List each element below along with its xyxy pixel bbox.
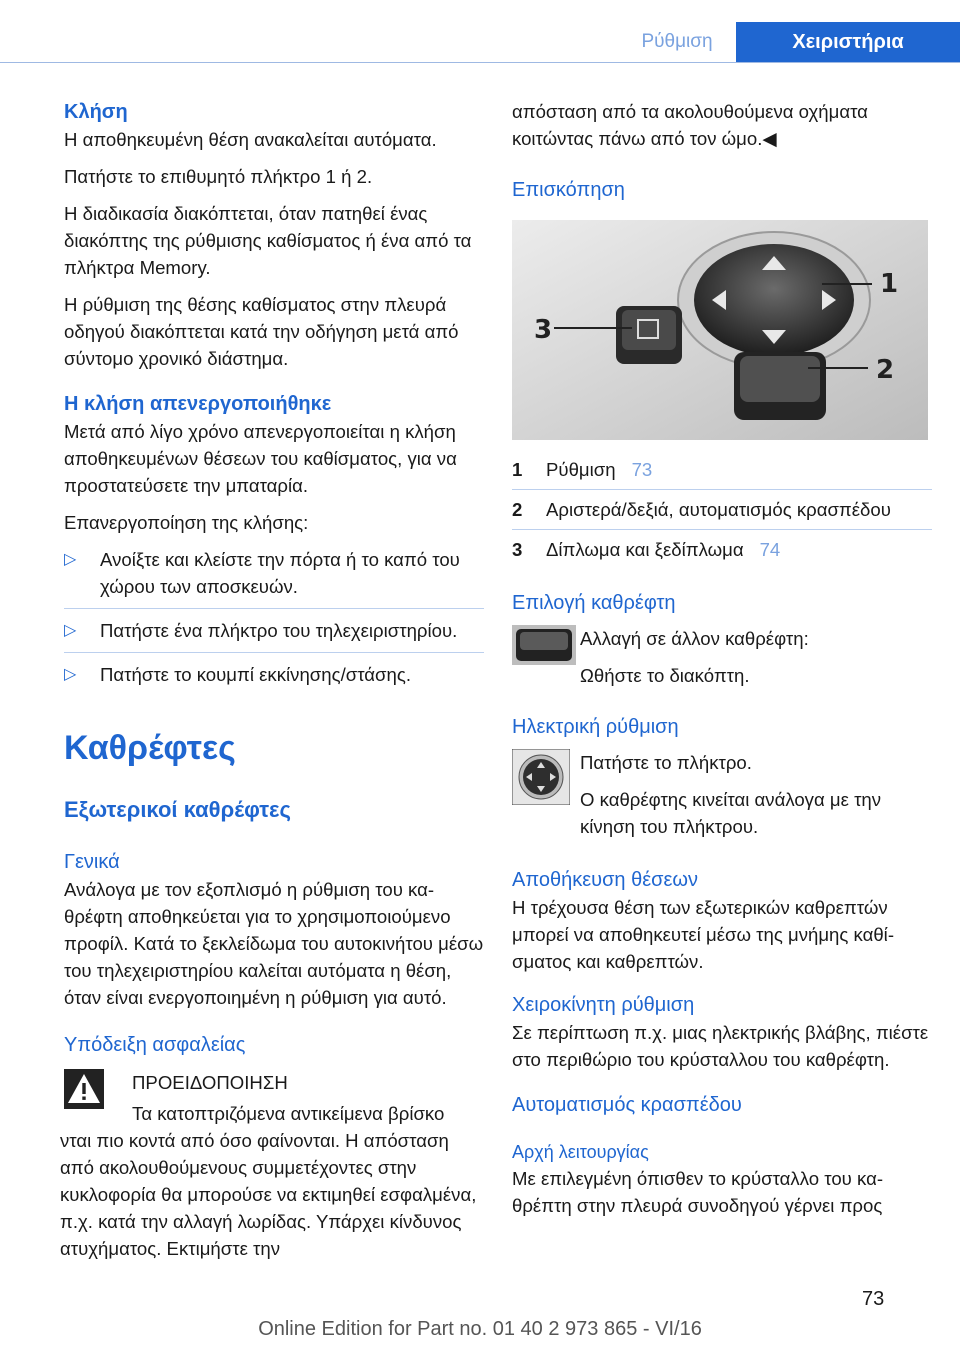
section-title-manual-adjust: Χειροκίνητη ρύθμιση xyxy=(512,994,695,1016)
list-item: ▷ Ανοίξτε και κλείστε την πόρτα ή το καπό του χώρου των αποσκευών. xyxy=(64,546,484,600)
header-tab-controls[interactable]: Χειριστήρια xyxy=(736,22,960,62)
list-item: ▷ Πατήστε ένα πλήκτρο του τηλεχειριστηρίου. xyxy=(64,617,484,644)
paragraph: Πατήστε το πλήκτρο. xyxy=(580,752,752,773)
paragraph: Ωθήστε το διακόπτη. xyxy=(580,665,750,686)
triangle-bullet-icon: ▷ xyxy=(64,622,77,639)
paragraph: Ανάλογα με τον εξοπλισμό η ρύθμιση του καθρέφτη αποθηκεύεται για το χρησιμοποιούμενο προφίλ. Κατά το ξεκλείδωμα του αυτοκινήτου μέσω του τηλεχειριστηρίου καλείται αυτόματα η θέση, όταν είναι ενεργοποιημένη η ρύθμιση για αυτό. xyxy=(64,879,484,1008)
section-title-general: Γενικά xyxy=(64,851,120,873)
section-title-curb-assist: Αυτοματισμός κρασπέδου xyxy=(512,1094,742,1116)
left-column xyxy=(60,98,484,1272)
mirror-controls-figure xyxy=(512,220,928,440)
divider xyxy=(64,608,484,609)
divider xyxy=(64,652,484,653)
page-link[interactable]: 74 xyxy=(759,539,781,560)
section-title-safety-note: Υπόδειξη ασφαλείας xyxy=(64,1034,246,1056)
paragraph: Με επιλεγμένη όπισθεν το κρύσταλλο του καθρέπτη στην πλευρά συνοδηγού γέρνει προς xyxy=(512,1168,884,1216)
paragraph: Η τρέχουσα θέση των εξωτερικών καθρεπτών μπορεί να αποθηκευτεί μέσω της μνήμης καθίσματος και καθρεπτών. xyxy=(512,897,895,972)
warning-text: Τα κατοπτριζόμενα αντικείμενα βρίσκο xyxy=(132,1103,445,1124)
list-item: 2 Αριστερά/δεξιά, αυτοματισμός κρασπέδου xyxy=(512,490,932,530)
paragraph: απόσταση από τα ακολουθούμενα οχήματα κοιτώντας πάνω από τον ώμο.◀ xyxy=(512,101,868,149)
select-mirror-block xyxy=(512,625,932,699)
section-title-electric-adjust: Ηλεκτρική ρύθμιση xyxy=(512,716,679,738)
page-number: 73 xyxy=(862,1288,885,1310)
paragraph: Πατήστε το επιθυμητό πλήκτρο 1 ή 2. xyxy=(64,166,373,187)
section-title-save-positions: Αποθήκευση θέσεων xyxy=(512,869,699,891)
electric-adjust-block xyxy=(512,749,932,850)
section-title-recall-deactivated: Η κλήση απενεργοποιήθηκε xyxy=(64,393,332,415)
figure-label-3: 3 xyxy=(534,315,553,345)
section-title-exterior-mirrors: Εξωτερικοί καθρέφτες xyxy=(64,797,291,822)
paragraph: Ο καθρέφτης κινείται ανάλογα με την κίνηση του πλήκτρου. xyxy=(580,789,882,837)
mirror-adjust-knob-icon xyxy=(512,749,576,810)
section-title-overview: Επισκόπηση xyxy=(512,179,625,201)
bullet-list xyxy=(64,546,484,688)
figure-label-2: 2 xyxy=(876,355,895,385)
right-column xyxy=(512,98,932,1229)
triangle-bullet-icon: ▷ xyxy=(64,666,77,683)
figure-label-1: 1 xyxy=(880,269,899,299)
warning-icon xyxy=(64,1069,128,1114)
paragraph: Η διαδικασία διακόπτεται, όταν πατηθεί ένας διακόπτης της ρύθμισης καθίσματος ή ένα από τα πλήκτρα Memory. xyxy=(64,203,472,278)
chapter-title-mirrors: Καθρέφτες xyxy=(64,729,236,767)
page-link[interactable]: 73 xyxy=(631,459,653,480)
paragraph: Η ρύθμιση της θέσης καθίσματος στην πλευρά οδηγού διακόπτεται κατά την οδήγηση μετά από σύντομο χρονικό διάστημα. xyxy=(64,294,459,369)
section-title-principle: Αρχή λειτουργίας xyxy=(512,1142,649,1162)
warning-block xyxy=(64,1069,484,1127)
footer-edition: Online Edition for Part no. 01 40 2 973 865 - VI/16 xyxy=(258,1318,702,1340)
warning-label: ΠΡΟΕΙΔΟΠΟΙΗΣΗ xyxy=(132,1072,288,1093)
mirror-switch-icon xyxy=(512,625,576,670)
paragraph: Η αποθηκευμένη θέση ανακαλείται αυτόματα. xyxy=(64,129,437,150)
section-title-select-mirror: Επιλογή καθρέφτη xyxy=(512,592,676,614)
header-tab-adjustment[interactable]: Ρύθμιση xyxy=(641,31,713,52)
header-rule xyxy=(0,62,960,63)
paragraph: Επανεργοποίηση της κλήσης: xyxy=(64,512,309,533)
triangle-bullet-icon: ▷ xyxy=(64,551,77,568)
list-item: 3 Δίπλωμα και ξεδίπλωμα 74 xyxy=(512,530,932,569)
legend-list xyxy=(512,450,932,569)
list-item: 1 Ρύθμιση 73 xyxy=(512,450,932,490)
paragraph: Μετά από λίγο χρόνο απενεργοποιείται η κλήση αποθηκευμένων θέσεων του καθίσματος, για να προστατεύσετε την μπαταρία. xyxy=(64,421,457,496)
paragraph: Αλλαγή σε άλλον καθρέφτη: xyxy=(580,628,809,649)
section-title-recall: Κλήση xyxy=(64,101,128,123)
list-item: ▷ Πατήστε το κουμπί εκκίνησης/στάσης. xyxy=(64,661,484,688)
warning-text-continued: νται πιο κοντά από όσο φαίνονται. Η απόσταση από ακολουθούμενους συμμετέχοντες στην κυκλοφορία θα μπορούσε να εκτιμηθεί εσφαλμένα, π.χ. κατά την αλλαγή λωρίδας. Υπάρχει κίνδυνος ατυχήματος. Εκτιμήστε την xyxy=(60,1130,477,1259)
paragraph: Σε περίπτωση π.χ. μιας ηλεκτρικής βλάβης, πιέστε στο περιθώριο του κρύσταλλου του καθρέφτη. xyxy=(512,1022,929,1070)
